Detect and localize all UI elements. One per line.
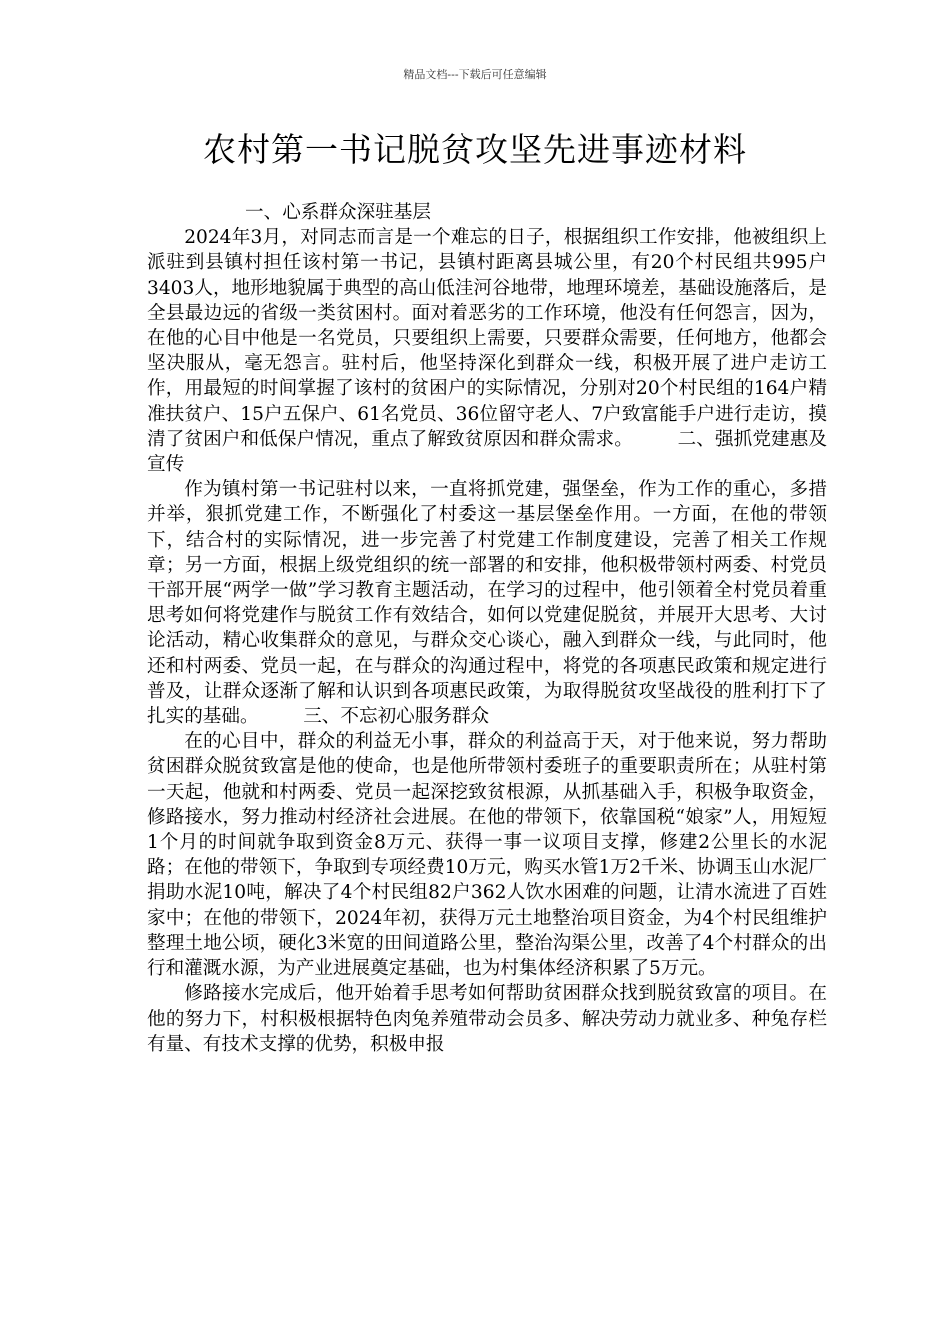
paragraph-2-text: 作为镇村第一书记驻村以来，一直将抓党建，强堡垒，作为工作的重心，多措并举，狠抓党建工作，不断强化了村委这一基层堡垒作用。一方面，在他的带领下，结合村的实际情况，进一步完善了村党建工作制度建设，完善了相关工作规章；另一方面，根据上级党组织的统一部署的和安排，他积极带领村两委、村党员干部开展“两学一做”学习教育主题活动，在学习的过程中，他引领着全村党员着重思考如何将党建作与脱贫工作有效结合，如何以党建促脱贫，并展开大思考、大讨论活动，精心收集群众的意见，与群众交心谈心，融入到群众一线，与此同时，他还和村两委、党员一起，在与群众的沟通过程中，将党的各项惠民政策和规定进行普及，让群众逐渐了解和认识到各项惠民政策，为取得脱贫攻坚战役的胜利打下了扎实的基础。 — [147, 479, 827, 728]
paragraph-4: 修路接水完成后，他开始着手思考如何帮助贫困群众找到脱贫致富的项目。在他的努力下，村积极根据特色肉兔养殖带动会员多、解决劳动力就业多、种兔存栏有量、有技术支撑的优势，积极申报 — [147, 983, 827, 1055]
paragraph-1-text: 2024年3月，对同志而言是一个难忘的日子，根据组织工作安排，他被组织上派驻到县镇村担任该村第一书记，县镇村距离县城公里，有20个村民组共995户3403人，地形地貌属于典型的高山低洼河谷地带，地理环境差，基础设施落后，是全县最边远的省级一类贫困村。面对着恶劣的工作环境，他没有任何怨言，因为，在他的心目中他是一名党员，只要组织上需要，只要群众需要，任何地方，他都会坚决服从，毫无怨言。驻村后，他坚持深化到群众一线，积极开展了进户走访工作，用最短的时间掌握了该村的贫困户的实际情况，分别对20个村民组的164户精准扶贫户、15户五保户、61名党员、36位留守老人、7户致富能手户进行走访，摸清了贫困户和低保户情况，重点了解致贫原因和群众需求。 — [147, 227, 827, 450]
paragraph-2 — [147, 477, 827, 729]
paragraph-3: 在的心目中，群众的利益无小事，群众的利益高于天，对于他来说，努力帮助贫困群众脱贫致富是他的使命，也是他所带领村委班子的重要职责所在；从驻村第一天起，他就和村两委、党员一起深挖致贫根源，从抓基础入手，积极争取资金，修路接水，努力推动村经济社会进展。在他的带领下，依靠国税“娘家”人，用短短1个月的时间就争取到资金8万元、获得一事一议项目支撑，修建2公里长的水泥路；在他的带领下，争取到专项经费10万元，购买水管1万2千米、协调玉山水泥厂捐助水泥10吨，解决了4个村民组82户362人饮水困难的问题，让清水流进了百姓家中；在他的带领下，2024年初，获得万元土地整治项目资金，为4个村民组维护整理土地公顷，硬化3米宽的田间道路公里，整治沟渠公里，改善了4个村群众的出行和灌溉水源，为产业进展奠定基础，也为村集体经济积累了5万元。 — [147, 731, 827, 980]
section-heading-1: 一、心系群众深驻基层 — [245, 202, 431, 223]
page-header: 精品文档---下载后可任意编辑 — [403, 68, 547, 81]
section-heading-3: 三、不忘初心服务群众 — [303, 706, 490, 728]
document-body — [147, 200, 827, 1057]
section-heading-2: 二、强抓党建惠及宣传 — [147, 428, 827, 476]
paragraph-1 — [147, 225, 827, 477]
document-title: 农村第一书记脱贫攻坚先进事迹材料 — [203, 130, 747, 169]
